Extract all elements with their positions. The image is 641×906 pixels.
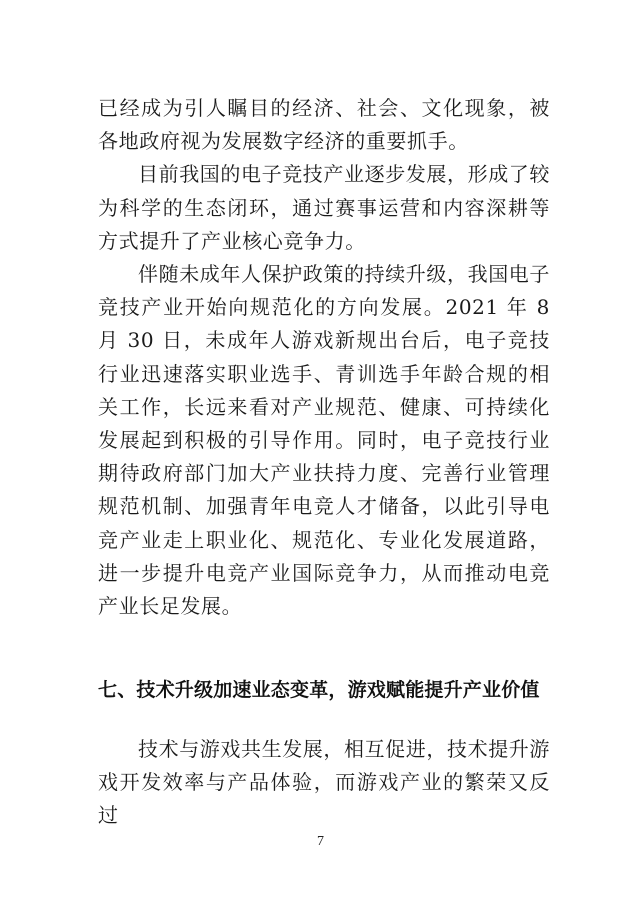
body-text-top [98,92,550,623]
page-number: 7 [317,834,324,849]
body-text-bottom [98,733,550,833]
paragraph-minor-protection: 伴随未成年人保护政策的持续升级，我国电子竞技产业开始向规范化的方向发展。2021 年 8 月 30 日，未成年人游戏新规出台后，电子竞技行业迅速落实职业选手、青训选手年龄合规的相关工作，长远来看对产业规范、健康、可持续化发展起到积极的引导作用。同时，电子竞技行业期待政府部门加大产业扶持力度、完善行业管理规范机制、加强青年电竞人才储备，以此引导电竞产业走上职业化、规范化、专业化发展道路，进一步提升电竞产业国际竞争力，从而推动电竞产业长足发展。 [98,262,550,619]
paragraph-tech-games: 技术与游戏共生发展，相互促进，技术提升游戏开发效率与产品体验，而游戏产业的繁荣又反过 [98,737,550,828]
paragraph-esports-ecosystem: 目前我国的电子竞技产业逐步发展，形成了较为科学的生态闭环，通过赛事运营和内容深耕等方式提升了产业核心竞争力。 [98,162,550,253]
paragraph-continued: 已经成为引人瞩目的经济、社会、文化现象，被各地政府视为发展数字经济的重要抓手。 [98,96,550,154]
section-heading: 七、技术升级加速业态变革，游戏赋能提升产业价值 [98,679,540,701]
